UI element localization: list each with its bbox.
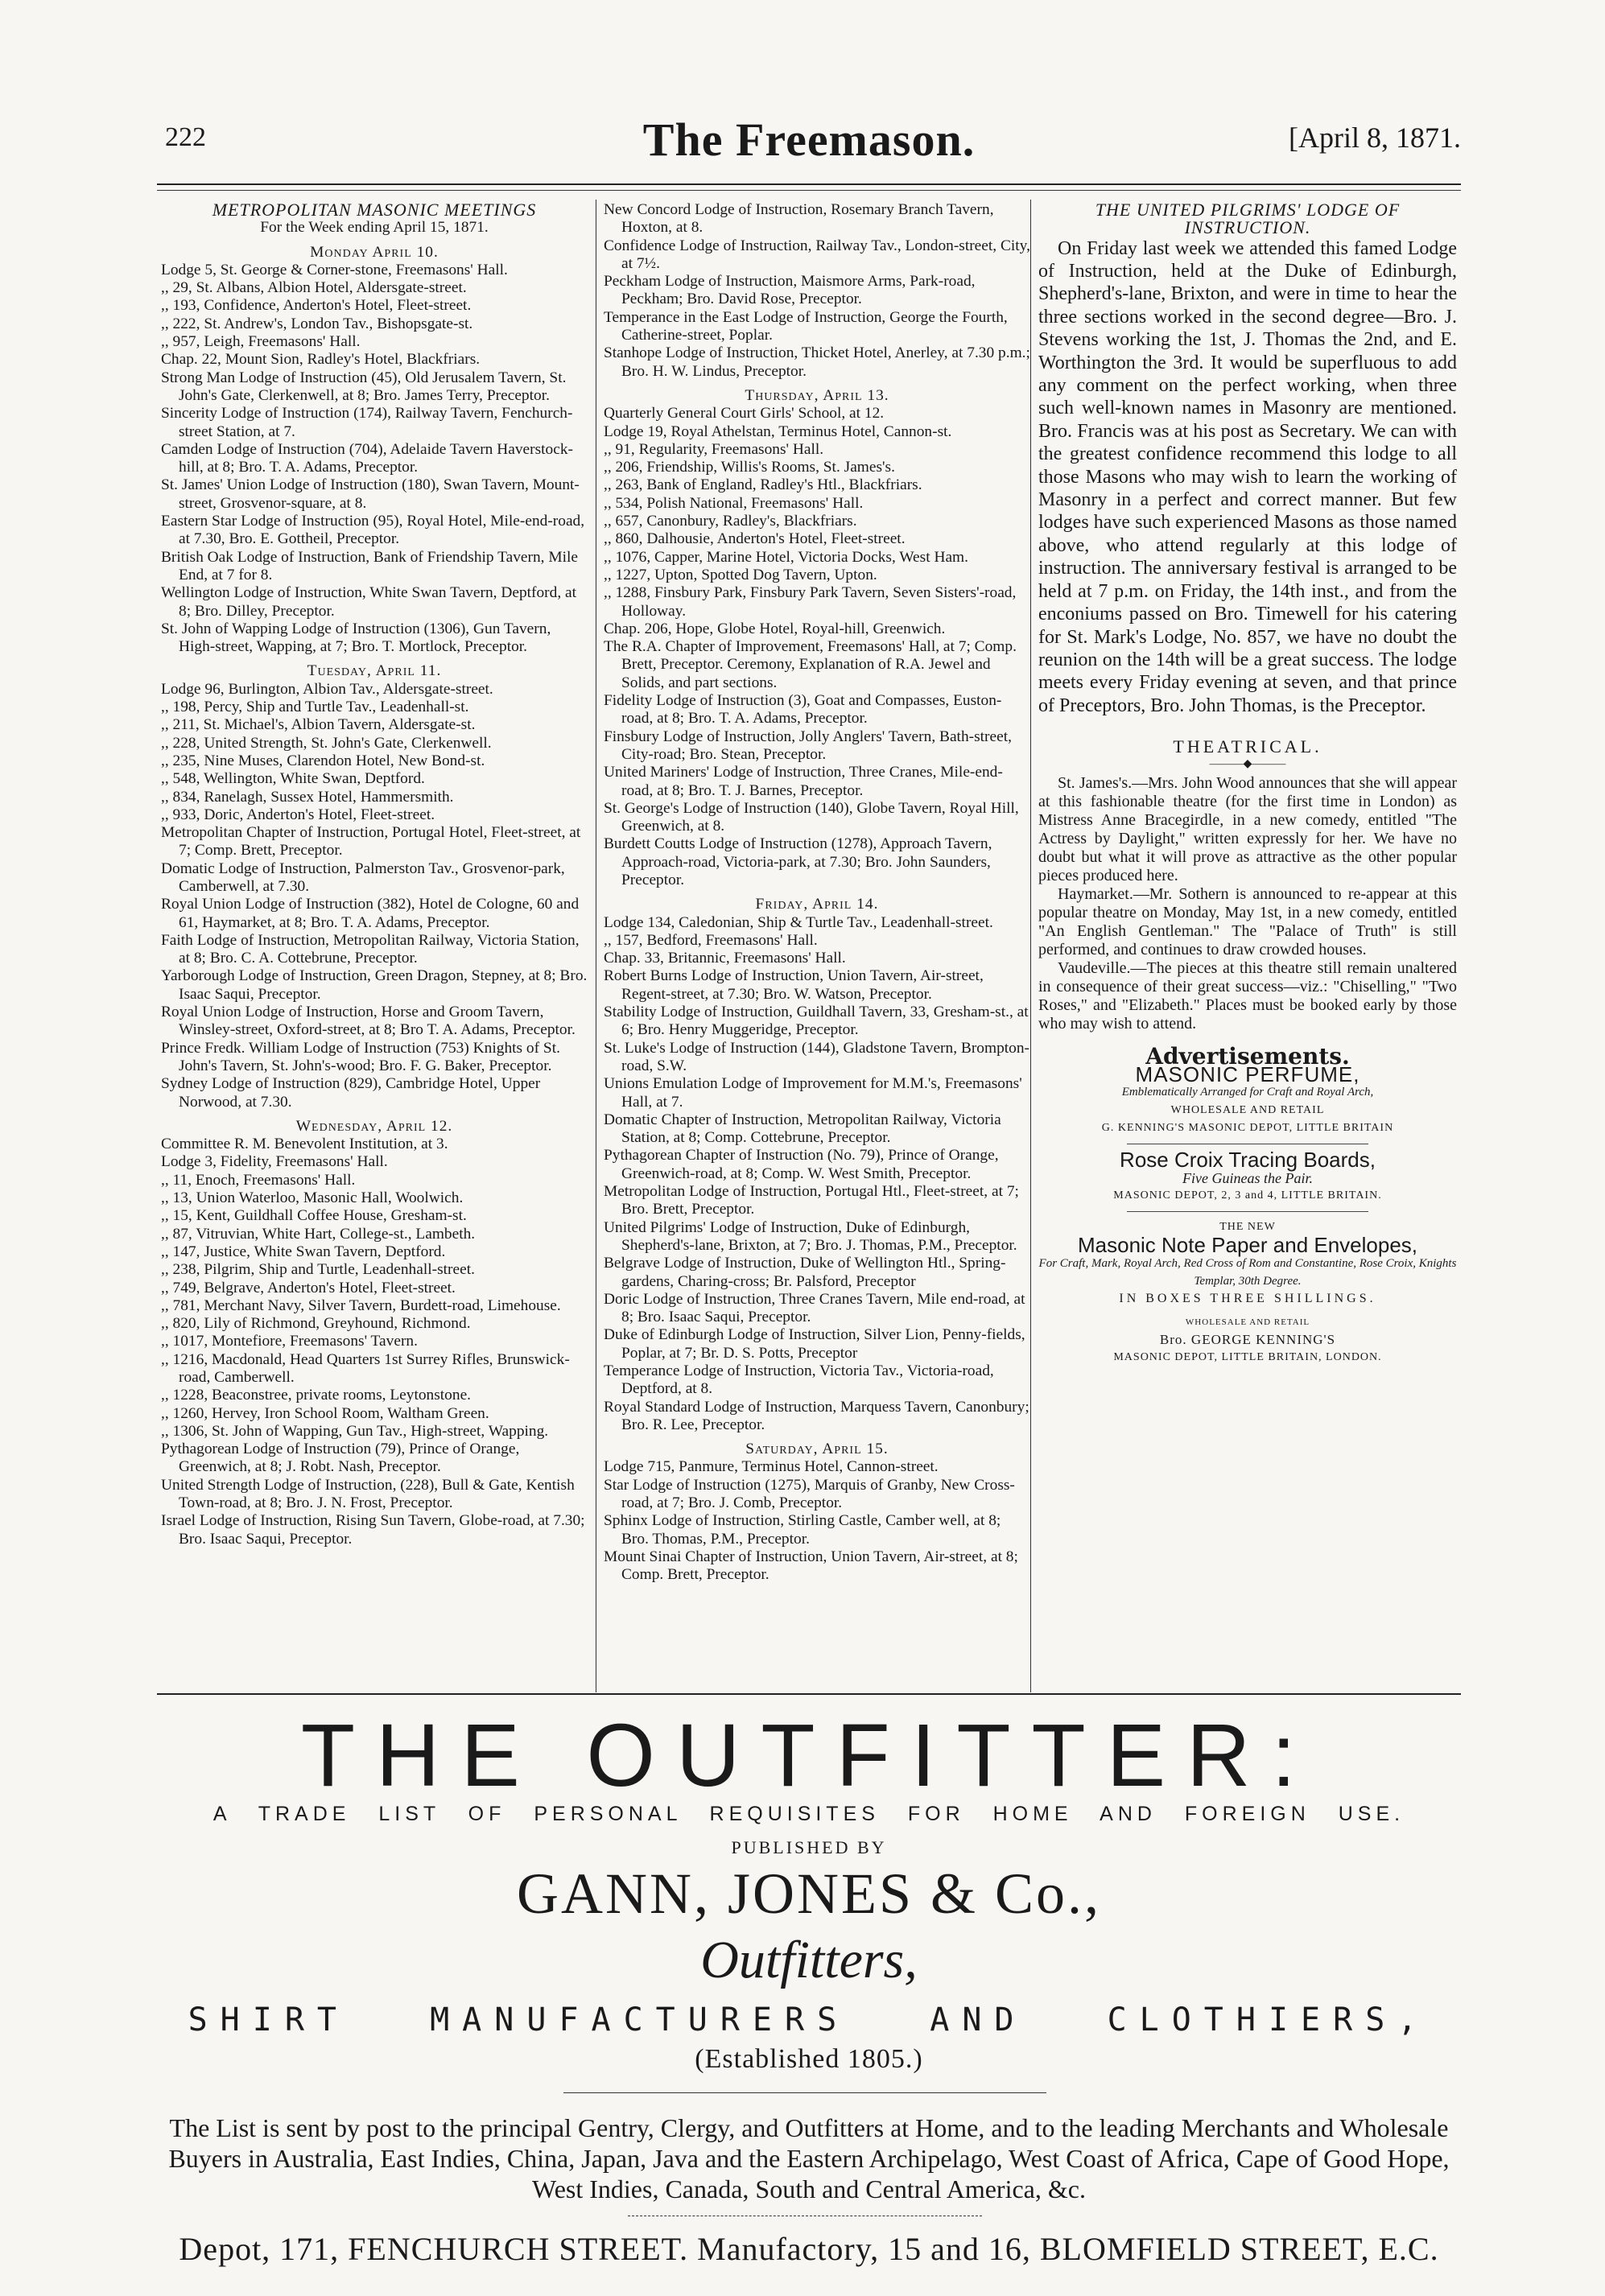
ad-line: MASONIC DEPOT, LITTLE BRITAIN, LONDON. [1113, 1351, 1382, 1364]
meeting-entry: Temperance Lodge of Instruction, Victoria Tav., Victoria-road, Deptford, at 8. [604, 1362, 994, 1398]
meeting-entry: Metropolitan Lodge of Instruction, Portugal Htl., Fleet-street, at 7; Bro. Brett, Preceptor. [604, 1183, 1019, 1218]
meeting-entry: Chap. 206, Hope, Globe Hotel, Royal-hill, Greenwich. [604, 620, 946, 637]
outfitter-body: The List is sent by post to the principal Gentry, Clergy, and Outfitters at Home, and to the leading Merchants and Wholesale Buyers in Australia, East Indies, China, Japan, Java and the Eastern Archipelago, West Coast of Africa, Cape of Good Hope, West Indies, Canada, South and Central America, &c. [168, 2113, 1450, 2203]
meeting-entry: ,, 206, Friendship, Willis's Rooms, St. James's. [604, 459, 895, 476]
tuesday-list [161, 681, 588, 1111]
meeting-entry: Finsbury Lodge of Instruction, Jolly Anglers' Tavern, Bath-street, City-road; Bro. Stean, Preceptor. [604, 728, 1012, 763]
meeting-entry: ,, 957, Leigh, Freemasons' Hall. [161, 333, 361, 351]
theatrical-paragraph: St. James's.—Mrs. John Wood announces that she will appear at this fashionable theatre (for the first time in London) as Mistress Anne Bracegirdle, in a new comedy, entitled "The Actress by Daylight," written expressly for her. We have no doubt but what it will prove as attractive as the other popular pieces produced here. [1038, 773, 1457, 884]
ad-line: WHOLESALE AND RETAIL [1185, 1317, 1310, 1327]
continued-list [604, 201, 1030, 381]
meeting-entry: ,, 548, Wellington, White Swan, Deptford. [161, 770, 425, 788]
outfitter-title: THE OUTFITTER: [300, 1706, 1318, 1805]
ad-title: MASONIC PERFUME, [1135, 1062, 1360, 1087]
monday-list [161, 262, 588, 657]
ad-title: Rose Croix Tracing Boards, [1120, 1148, 1376, 1173]
meeting-entry: Strong Man Lodge of Instruction (45), Old Jerusalem Tavern, St. John's Gate, Clerkenwell, at 8; Bro. James Terry, Preceptor. [161, 369, 567, 404]
meeting-entry: ,, 222, St. Andrew's, London Tav., Bishopsgate-st. [161, 315, 473, 332]
meeting-entry: New Concord Lodge of Instruction, Rosemary Branch Tavern, Hoxton, at 8. [604, 201, 994, 237]
friday-list [604, 914, 1030, 1435]
meeting-entry: ,, 157, Bedford, Freemasons' Hall. [604, 931, 818, 949]
meeting-entry: Camden Lodge of Instruction (704), Adelaide Tavern Haverstock-hill, at 8; Bro. T. A. Adams, Preceptor. [161, 440, 573, 476]
meeting-entry: ,, 29, St. Albans, Albion Hotel, Aldersgate-street. [161, 279, 467, 297]
meeting-entry: Wellington Lodge of Instruction, White Swan Tavern, Deptford, at 8; Bro. Dilley, Preceptor. [161, 584, 577, 620]
ad-divider [1127, 1211, 1368, 1212]
meeting-entry: Domatic Chapter of Instruction, Metropolitan Railway, Victoria Station, at 8; Comp. Cottebrune, Preceptor. [604, 1111, 1001, 1147]
meeting-entry: Royal Union Lodge of Instruction (382), Hotel de Cologne, 60 and 61, Haymarket, at 8; Bro. T. A. Adams, Preceptor. [161, 896, 580, 931]
meeting-entry: ,, 211, St. Michael's, Albion Tavern, Aldersgate-st. [161, 716, 476, 734]
issue-date: [April 8, 1871. [1289, 122, 1461, 154]
meeting-entry: ,, 1017, Montefiore, Freemasons' Tavern. [161, 1333, 418, 1350]
trades-line: SHIRT MANUFACTURERS AND CLOTHIERS, [188, 2001, 1430, 2038]
ad-masonic-perfume [1038, 1062, 1457, 1137]
ad-line: THE NEW [1219, 1221, 1276, 1234]
page-number: 222 [165, 122, 206, 152]
ornament-divider: ———◆——— [1209, 758, 1286, 771]
ad-line: IN BOXES THREE SHILLINGS. [1119, 1292, 1376, 1306]
meeting-entry: Stanhope Lodge of Instruction, Thicket Hotel, Anerley, at 7.30 p.m.; Bro. H. W. Lindus, Preceptor. [604, 344, 1030, 380]
thursday-list [604, 405, 1030, 889]
meeting-entry: Lodge 96, Burlington, Albion Tav., Aldersgate-street. [161, 680, 493, 698]
ad-line: G. KENNING'S MASONIC DEPOT, LITTLE BRITAIN [1101, 1121, 1394, 1134]
meeting-entry: Royal Standard Lodge of Instruction, Marquess Tavern, Canonbury; Bro. R. Lee, Preceptor. [604, 1398, 1029, 1433]
page-header [157, 113, 1461, 177]
meeting-entry: Robert Burns Lodge of Instruction, Union Tavern, Air-street, Regent-street, at 7.30; Bro. W. Watson, Preceptor. [604, 967, 984, 1003]
header-rule [157, 183, 1461, 185]
published-by: PUBLISHED BY [731, 1837, 887, 1857]
meeting-entry: ,, 87, Vitruvian, White Hart, College-st., Lambeth. [161, 1225, 476, 1243]
ad-line: For Craft, Mark, Royal Arch, Red Cross of Rom and Constantine, Rose Croix, Knights Templar, 30th Degree. [1038, 1256, 1457, 1288]
meeting-entry: United Pilgrims' Lodge of Instruction, Duke of Edinburgh, Shepherd's-lane, Brixton, at 7; Bro. J. Thomas, P.M., Preceptor. [604, 1218, 1017, 1254]
meeting-entry: Quarterly General Court Girls' School, at 12. [604, 405, 885, 423]
meeting-entry: ,, 13, Union Waterloo, Masonic Hall, Woolwich. [161, 1189, 464, 1207]
established-line: (Established 1805.) [695, 2044, 923, 2074]
meeting-entry: ,, 1216, Macdonald, Head Quarters 1st Surrey Rifles, Brunswick-road, Camberwell. [161, 1350, 570, 1386]
meeting-entry: ,, 1306, St. John of Wapping, Gun Tav., High-street, Wapping. [161, 1422, 549, 1440]
meeting-entry: St. John of Wapping Lodge of Instruction (1306), Gun Tavern, High-street, Wapping, at 7; Bro. T. Mortlock, Preceptor. [161, 620, 551, 656]
ad-line: Bro. GEORGE KENNING'S [1159, 1331, 1336, 1347]
meeting-entry: Israel Lodge of Instruction, Rising Sun Tavern, Globe-road, at 7.30; Bro. Isaac Saqui, Preceptor. [161, 1512, 585, 1548]
outfitter-subtitle: A TRADE LIST OF PERSONAL REQUISITES FOR HOME AND FOREIGN USE. [212, 1803, 1405, 1825]
meeting-entry: ,, 193, Confidence, Anderton's Hotel, Fleet-street. [161, 297, 472, 315]
section-rule [157, 1693, 1461, 1695]
meeting-entry: ,, 534, Polish National, Freemasons' Hall. [604, 494, 864, 512]
meeting-entry: The R.A. Chapter of Improvement, Freemasons' Hall, at 7; Comp. Brett, Preceptor. Ceremony, Explanation of R.A. Jewel and Solids, and part sections. [604, 638, 1017, 691]
day-heading-thursday: Thursday, April 13. [745, 386, 889, 404]
meeting-entry: ,, 91, Regularity, Freemasons' Hall. [604, 440, 824, 458]
day-heading-friday: Friday, April 14. [755, 896, 879, 913]
meeting-entry: Royal Union Lodge of Instruction, Horse and Groom Tavern, Winsley-street, Oxford-street, at 8; Bro T. A. Adams, Preceptor. [161, 1004, 576, 1039]
meeting-entry: Temperance in the East Lodge of Instruction, George the Fourth, Catherine-street, Poplar. [604, 308, 1008, 344]
meeting-entry: ,, 238, Pilgrim, Ship and Turtle, Leadenhall-street. [161, 1261, 475, 1279]
meeting-entry: Domatic Lodge of Instruction, Palmerston Tav., Grosvenor-park, Camberwell, at 7.30. [161, 859, 565, 895]
day-heading-monday: Monday April 10. [310, 243, 439, 261]
meeting-entry: Fidelity Lodge of Instruction (3), Goat and Compasses, Euston-road, at 8; Bro. T. A. Adams, Preceptor. [604, 692, 1002, 728]
theatrical-heading: THEATRICAL. [1173, 736, 1322, 757]
meeting-entry: Doric Lodge of Instruction, Three Cranes Tavern, Mile end-road, at 8; Bro. Isaac Saqui, Preceptor. [604, 1290, 1025, 1326]
meeting-entry: ,, 147, Justice, White Swan Tavern, Deptford. [161, 1243, 446, 1260]
meeting-entry: ,, 15, Kent, Guildhall Coffee House, Gresham-st. [161, 1207, 467, 1225]
meeting-entry: ,, 781, Merchant Navy, Silver Tavern, Burdett-road, Limehouse. [161, 1296, 561, 1314]
meeting-entry: Duke of Edinburgh Lodge of Instruction, Silver Lion, Penny-fields, Poplar, at 7; Br. D. S. Potts, Preceptor [604, 1326, 1025, 1362]
ad-rose-croix [1038, 1148, 1457, 1205]
outfitters-label: Outfitters, [700, 1931, 918, 1989]
meeting-entry: ,, 834, Ranelagh, Sussex Hotel, Hammersmith. [161, 788, 454, 806]
ad-title: Masonic Note Paper and Envelopes, [1077, 1233, 1418, 1258]
meeting-entry: Yarborough Lodge of Instruction, Green Dragon, Stepney, at 8; Bro. Isaac Saqui, Preceptor. [161, 967, 588, 1003]
divider-rule [563, 2092, 1046, 2093]
theatrical-paragraph: Haymarket.—Mr. Sothern is announced to re-appear at this popular theatre on Monday, May 1st, in a new comedy, entitled "An English Gentleman." The "Palace of Truth" is still performed, and continues to draw crowded houses. [1038, 884, 1457, 958]
masthead: The Freemason. [642, 113, 976, 166]
meeting-entry: United Mariners' Lodge of Instruction, Three Cranes, Mile-end-road, at 8; Bro. T. J. Barnes, Preceptor. [604, 764, 1003, 799]
meeting-entry: ,, 1288, Finsbury Park, Finsbury Park Tavern, Seven Sisters'-road, Holloway. [604, 584, 1017, 620]
meeting-entry: Sphinx Lodge of Instruction, Stirling Castle, Camber well, at 8; Bro. Thomas, P.M., Preceptor. [604, 1512, 1001, 1548]
meeting-entry: ,, 263, Bank of England, Radley's Htl., Blackfriars. [604, 476, 922, 494]
meeting-entry: Chap. 22, Mount Sion, Radley's Hotel, Blackfriars. [161, 351, 481, 369]
meeting-entry: Unions Emulation Lodge of Improvement for M.M.'s, Freemasons' Hall, at 7. [604, 1075, 1022, 1111]
meeting-entry: St. Luke's Lodge of Instruction (144), Gladstone Tavern, Brompton-road, S.W. [604, 1039, 1029, 1074]
wednesday-list [161, 1136, 588, 1548]
meeting-entry: ,, 1228, Beaconstree, private rooms, Leytonstone. [161, 1387, 472, 1404]
meeting-entry: Sydney Lodge of Instruction (829), Cambridge Hotel, Upper Norwood, at 7.30. [161, 1075, 541, 1111]
meeting-entry: Sincerity Lodge of Instruction (174), Railway Tavern, Fenchurch-street Station, at 7. [161, 405, 573, 440]
meeting-entry: Peckham Lodge of Instruction, Maismore Arms, Park-road, Peckham; Bro. David Rose, Preceptor. [604, 273, 976, 308]
meeting-entry: St. George's Lodge of Instruction (140), Globe Tavern, Royal Hill, Greenwich, at 8. [604, 799, 1019, 835]
meeting-entry: ,, 1260, Hervey, Iron School Room, Waltham Green. [161, 1404, 489, 1422]
article-body: On Friday last week we attended this famed Lodge of Instruction, held at the Duke of Edinburgh, Shepherd's-lane, Brixton, and were in time to hear the three sections worked in the second degree—Bro. J. Stevens working the 1st, J. Thomas the 2nd, and E. Worthington the 3rd. It would be superfluous to add any comment on the perfect working, when three such well-known names in Masonry are mentioned. Bro. Francis was at his post as Secretary. We can with the greatest confidence recommend this lodge to all those Masons who may wish to learn the working of Masonry in a perfect and correct manner. But few lodges have such experienced Masons as those named above, who attend regularly at this lodge of instruction. The anniversary festival is arranged to be held at 7 p.m. on Friday, the 14th inst., and from the enconiums passed on Bro. Timewell for his catering for St. Mark's Lodge, No. 857, we have no doubt the reunion on the 14th will be a great success. The lodge meets every Friday evening at seven, and that prince of Preceptors, Bro. John Thomas, is the Preceptor. [1038, 237, 1457, 716]
meeting-entry: Belgrave Lodge of Instruction, Duke of Wellington Htl., Spring-gardens, Charing-cross; Br. Palsford, Preceptor [604, 1255, 1006, 1290]
outfitter-address: Depot, 171, FENCHURCH STREET. Manufactory, 15 and 16, BLOMFIELD STREET, E.C. [179, 2231, 1439, 2267]
meeting-entry: ,, 228, United Strength, St. John's Gate, Clerkenwell. [161, 734, 492, 752]
theatrical-paragraph: Vaudeville.—The pieces at this theatre still remain unaltered in consequence of their great success—viz.: "Chiselling," "Two Roses," and "Elizabeth." Places must be booked early by those who may wish to attend. [1038, 958, 1457, 1033]
meeting-entry: Burdett Coutts Lodge of Instruction (1278), Approach Tavern, Approach-road, Victoria-park, at 7.30; Bro. John Saunders, Preceptor. [604, 835, 992, 888]
meeting-entry: British Oak Lodge of Instruction, Bank of Friendship Tavern, Mile End, at 7 for 8. [161, 548, 578, 583]
day-heading-saturday: Saturday, April 15. [745, 1441, 889, 1458]
ad-line: WHOLESALE AND RETAIL [1170, 1103, 1325, 1116]
column-meetings-2 [604, 201, 1030, 1585]
meeting-entry: Lodge 134, Caledonian, Ship & Turtle Tav., Leadenhall-street. [604, 913, 993, 931]
meeting-entry: Chap. 33, Britannic, Freemasons' Hall. [604, 950, 846, 967]
firm-name: GANN, JONES & Co., [516, 1861, 1102, 1926]
meeting-entry: St. James' Union Lodge of Instruction (180), Swan Tavern, Mount-street, Grosvenor-square, at 8. [161, 476, 580, 512]
section-subheading: For the Week ending April 15, 1871. [260, 219, 489, 237]
column-meetings-1 [161, 201, 588, 1548]
advertisements-heading: Advertisements. [1145, 1042, 1350, 1070]
meeting-entry: Lodge 5, St. George & Corner-stone, Freemasons' Hall. [161, 261, 508, 278]
meeting-entry: ,, 198, Percy, Ship and Turtle Tav., Leadenhall-st. [161, 699, 469, 716]
meeting-entry: ,, 860, Dalhousie, Anderton's Hotel, Fleet-street. [604, 530, 906, 548]
saturday-list [604, 1458, 1030, 1584]
theatrical-list [1038, 774, 1457, 1033]
meeting-entry: Pythagorean Lodge of Instruction (79), Prince of Orange, Greenwich, at 8; J. Robt. Nash, Preceptor. [161, 1441, 520, 1476]
column-divider [1030, 200, 1031, 1692]
meeting-entry: Stability Lodge of Instruction, Guildhall Tavern, 33, Gresham-st., at 6; Bro. Henry Muggeridge, Preceptor. [604, 1004, 1029, 1039]
meeting-entry: Faith Lodge of Instruction, Metropolitan Railway, Victoria Station, at 8; Bro. C. A. Cottebrune, Preceptor. [161, 931, 580, 967]
meeting-entry: ,, 820, Lily of Richmond, Greyhound, Richmond. [161, 1315, 471, 1333]
ad-note-paper [1038, 1218, 1457, 1366]
meeting-entry: Mount Sinai Chapter of Instruction, Union Tavern, Air-street, at 8; Comp. Brett, Preceptor. [604, 1548, 1018, 1584]
meeting-entry: Eastern Star Lodge of Instruction (95), Royal Hotel, Mile-end-road, at 7.30, Bro. E. Gottheil, Preceptor. [161, 513, 585, 548]
meeting-entry: ,, 11, Enoch, Freemasons' Hall. [161, 1171, 356, 1189]
meeting-entry: ,, 1076, Capper, Marine Hotel, Victoria Docks, West Ham. [604, 548, 968, 566]
meeting-entry: ,, 933, Doric, Anderton's Hotel, Fleet-street. [161, 806, 435, 823]
meeting-entry: Pythagorean Chapter of Instruction (No. 79), Prince of Orange, Greenwich-road, at 8; Comp. W. West Smith, Preceptor. [604, 1147, 999, 1182]
day-heading-tuesday: Tuesday, April 11. [307, 662, 442, 680]
ad-line: MASONIC DEPOT, 2, 3 and 4, LITTLE BRITAIN. [1113, 1189, 1382, 1202]
ad-line: Emblematically Arranged for Craft and Royal Arch, [1121, 1086, 1374, 1099]
header-rule-thin [157, 190, 1461, 191]
meeting-entry: Lodge 19, Royal Athelstan, Terminus Hotel, Cannon-st. [604, 423, 952, 440]
meeting-entry: ,, 749, Belgrave, Anderton's Hotel, Fleet-street. [161, 1279, 456, 1296]
meeting-entry: ,, 1227, Upton, Spotted Dog Tavern, Upton. [604, 566, 877, 583]
section-heading: METROPOLITAN MASONIC MEETINGS [212, 200, 537, 220]
day-heading-wednesday: Wednesday, April 12. [295, 1117, 453, 1135]
meeting-entry: Committee R. M. Benevolent Institution, at 3. [161, 1136, 448, 1153]
meeting-entry: Lodge 715, Panmure, Terminus Hotel, Cannon-street. [604, 1458, 939, 1476]
meeting-entry: ,, 657, Canonbury, Radley's, Blackfriars. [604, 513, 857, 530]
meeting-entry: ,, 235, Nine Muses, Clarendon Hotel, New Bond-st. [161, 752, 485, 769]
meeting-entry: Metropolitan Chapter of Instruction, Portugal Hotel, Fleet-street, at 7; Comp. Brett, Preceptor. [161, 824, 581, 859]
ad-line: Five Guineas the Pair. [1182, 1169, 1313, 1186]
column-articles [1038, 201, 1457, 1366]
meeting-entry: Star Lodge of Instruction (1275), Marquis of Granby, New Cross-road, at 7; Bro. J. Comb, Preceptor. [604, 1476, 1015, 1512]
meeting-entry: United Strength Lodge of Instruction, (228), Bull & Gate, Kentish Town-road, at 8; Bro. J. N. Frost, Preceptor. [161, 1476, 575, 1512]
meeting-entry: Lodge 3, Fidelity, Freemasons' Hall. [161, 1153, 388, 1171]
meeting-entry: Confidence Lodge of Instruction, Railway Tav., London-street, City, at 7½. [604, 237, 1030, 272]
article-heading: THE UNITED PILGRIMS' LODGE OF INSTRUCTION. [1095, 200, 1401, 238]
meeting-entry: Prince Fredk. William Lodge of Instruction (753) Knights of St. John's Tavern, St. John's-wood; Bro. F. G. Baker, Preceptor. [161, 1039, 560, 1074]
